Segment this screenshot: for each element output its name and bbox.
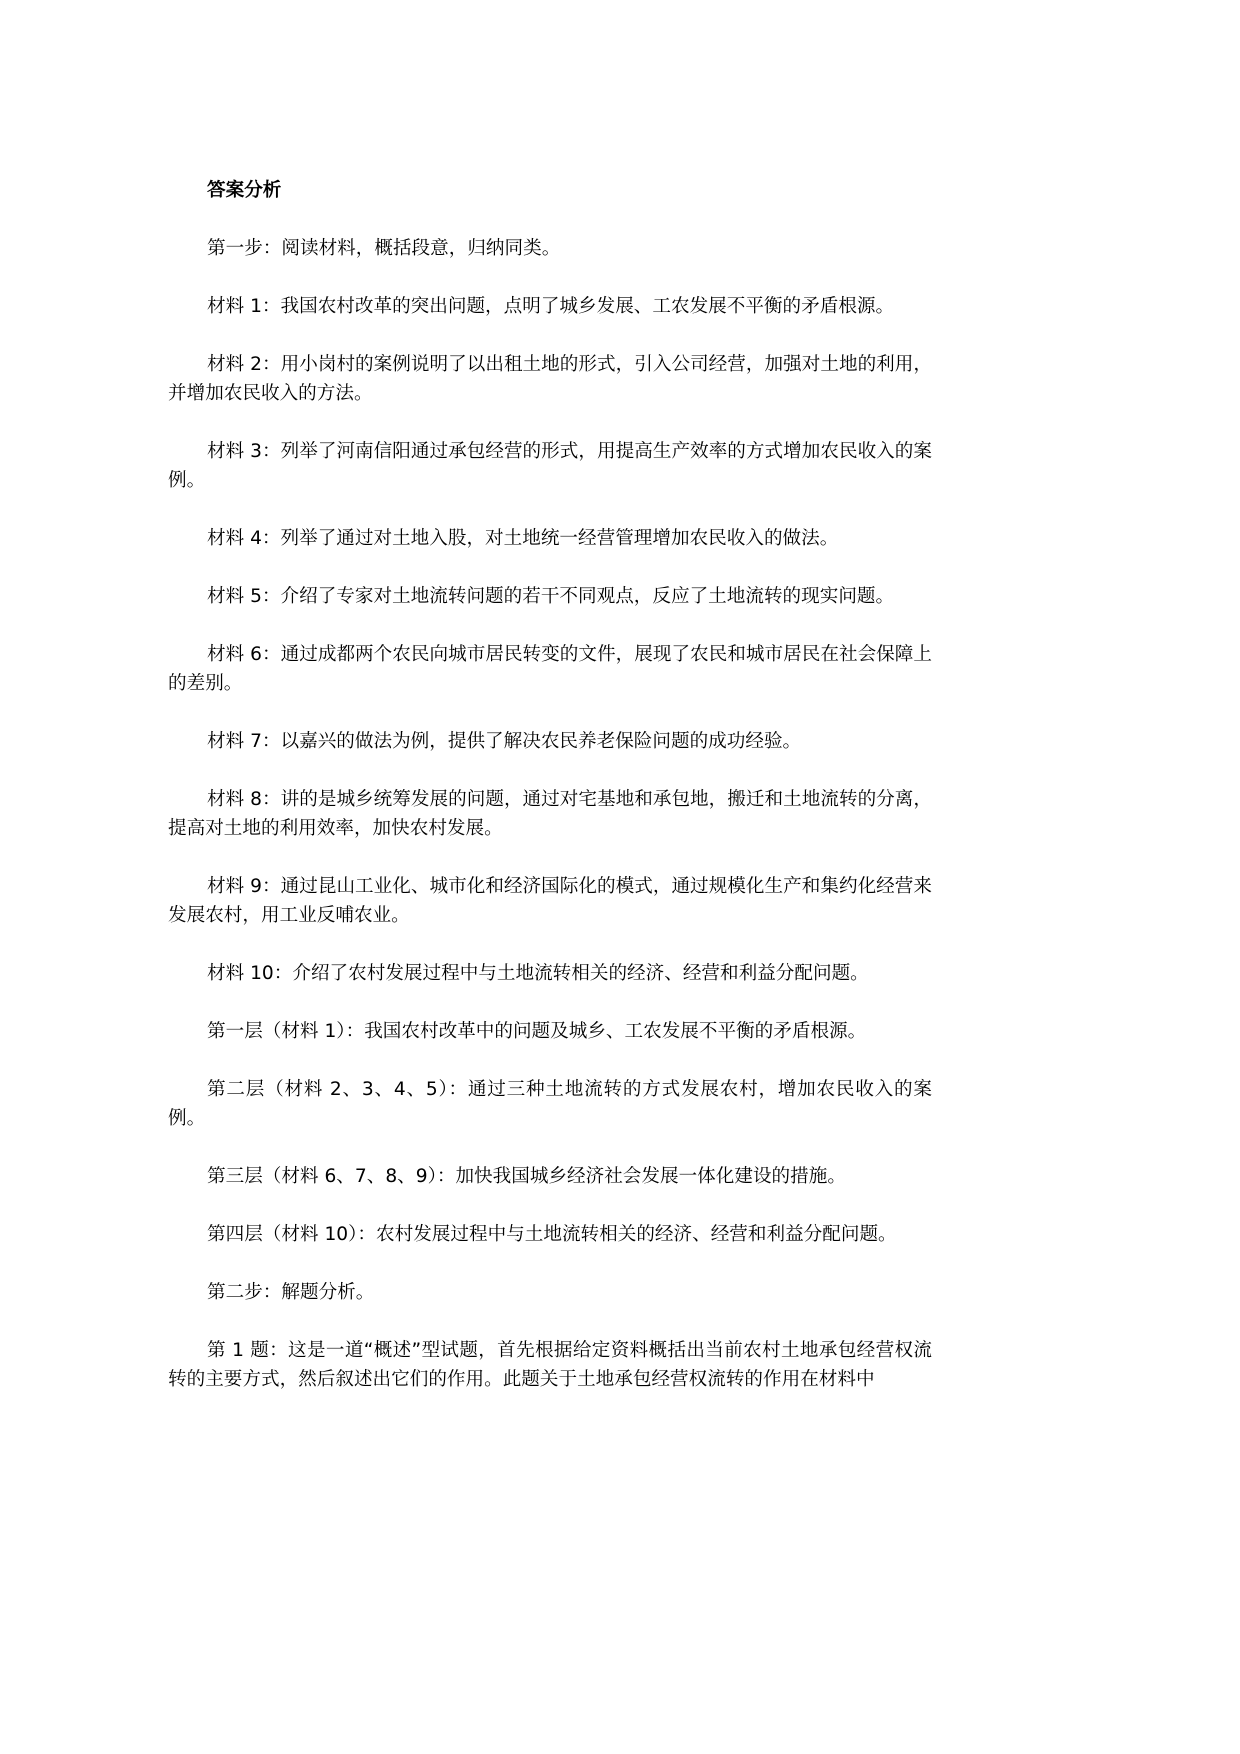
paragraph-material-3: 材料 3：列举了河南信阳通过承包经营的形式，用提高生产效率的方式增加农民收入的案例。 — [168, 441, 932, 491]
paragraph-material-4: 材料 4：列举了通过对土地入股，对土地统一经营管理增加农民收入的做法。 — [207, 528, 839, 549]
paragraph-material-9: 材料 9：通过昆山工业化、城市化和经济国际化的模式，通过规模化生产和集约化经营来发展农村，用工业反哺农业。 — [168, 876, 932, 926]
paragraph-question-1: 第 1 题：这是一道“概述”型试题，首先根据给定资料概括出当前农村土地承包经营权流转的主要方式，然后叙述出它们的作用。此题关于土地承包经营权流转的作用在材料中 — [168, 1340, 932, 1390]
paragraph-layer-1: 第一层（材料 1）：我国农村改革中的问题及城乡、工农发展不平衡的矛盾根源。 — [207, 1021, 867, 1042]
paragraph-material-10: 材料 10：介绍了农村发展过程中与土地流转相关的经济、经营和利益分配问题。 — [207, 963, 869, 984]
paragraph-layer-2: 第二层（材料 2、3、4、5）：通过三种土地流转的方式发展农村，增加农民收入的案例。 — [168, 1079, 932, 1129]
paragraph-material-2: 材料 2：用小岗村的案例说明了以出租土地的形式，引入公司经营，加强对土地的利用，并增加农民收入的方法。 — [168, 354, 932, 404]
paragraph-step-two: 第二步：解题分析。 — [207, 1282, 375, 1303]
paragraph-material-6: 材料 6：通过成都两个农民向城市居民转变的文件，展现了农民和城市居民在社会保障上的差别。 — [168, 644, 932, 694]
paragraph-material-7: 材料 7：以嘉兴的做法为例，提供了解决农民养老保险问题的成功经验。 — [207, 731, 802, 752]
paragraph-material-1: 材料 1：我国农村改革的突出问题，点明了城乡发展、工农发展不平衡的矛盾根源。 — [207, 296, 895, 317]
section-heading: 答案分析 — [207, 180, 282, 201]
paragraph-layer-3: 第三层（材料 6、7、8、9）：加快我国城乡经济社会发展一体化建设的措施。 — [207, 1166, 846, 1187]
paragraph-step-one: 第一步：阅读材料，概括段意，归纳同类。 — [207, 238, 561, 259]
paragraph-material-8: 材料 8：讲的是城乡统筹发展的问题，通过对宅基地和承包地，搬迁和土地流转的分离，提高对土地的利用效率，加快农村发展。 — [168, 789, 932, 839]
document-page — [168, 176, 932, 1423]
paragraph-material-5: 材料 5：介绍了专家对土地流转问题的若干不同观点，反应了土地流转的现实问题。 — [207, 586, 895, 607]
paragraph-layer-4: 第四层（材料 10）：农村发展过程中与土地流转相关的经济、经营和利益分配问题。 — [207, 1224, 897, 1245]
